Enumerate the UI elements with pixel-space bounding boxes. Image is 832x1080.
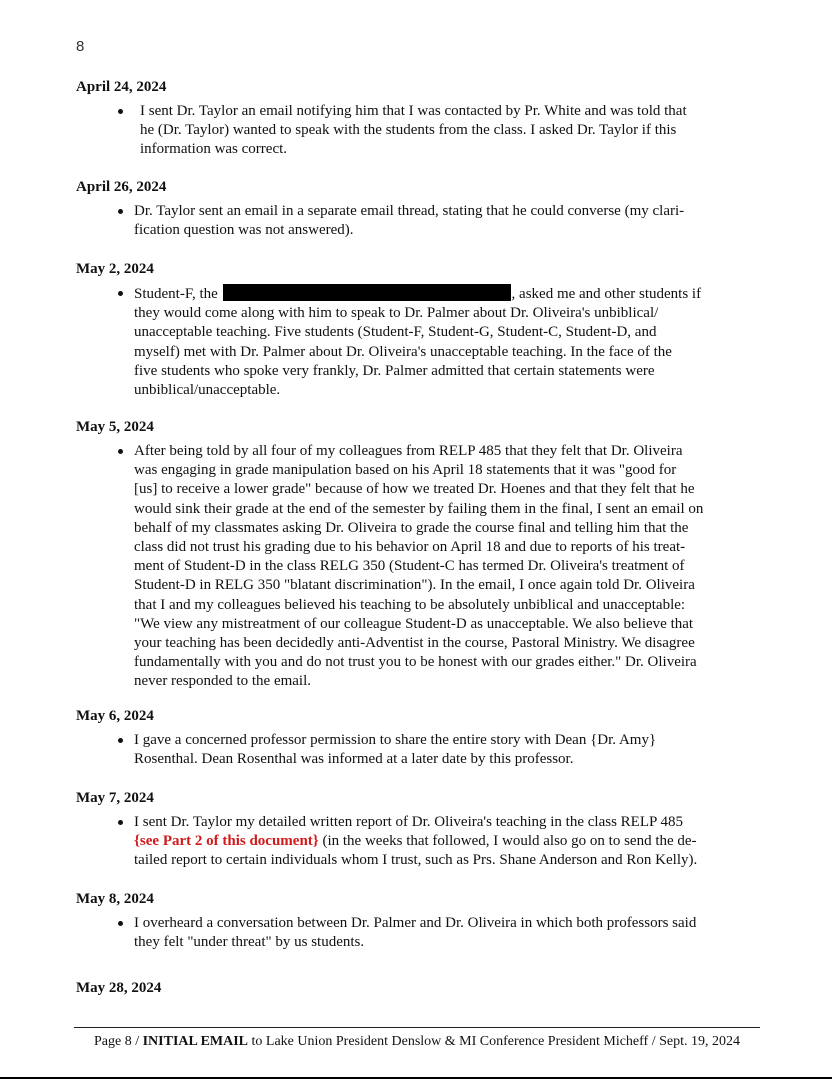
- entry-date: May 5, 2024: [76, 419, 154, 435]
- bullet-icon: [118, 921, 123, 926]
- entry-may-5: [76, 418, 766, 692]
- bullet-icon: [118, 820, 123, 825]
- list-item: I sent Dr. Taylor an email notifying him that I was contacted by Pr. White and was told that he (Dr. Taylor) wanted to speak with the students from the class. I asked Dr. Taylor if this information was correct.: [76, 102, 766, 160]
- entry-date: April 26, 2024: [76, 179, 167, 195]
- entry-april-26: [76, 178, 766, 240]
- entry-april-24: [76, 78, 766, 160]
- list-item: Student-F, the , asked me and other students if they would come along with him to speak to Dr. Palmer about Dr. Oliveira's unbiblical/ unacceptable teaching. Five students (Student-F, Student-G, Student-C, Student-D, and myself) met with Dr. Palmer about Dr. Oliveira's unacceptable teaching. In the face of the five students who spoke very frankly, Dr. Palmer admitted that certain statements were unbiblical/unacceptable.: [76, 284, 766, 400]
- entry-date: May 8, 2024: [76, 891, 154, 907]
- list-item: Dr. Taylor sent an email in a separate email thread, stating that he could converse (my clari- fication question was not answered).: [76, 202, 766, 240]
- entry-date: May 6, 2024: [76, 708, 154, 724]
- bullet-icon: [118, 209, 123, 214]
- bullet-icon: [118, 291, 123, 296]
- entry-date: May 2, 2024: [76, 261, 154, 277]
- redaction-block: [223, 284, 511, 301]
- entry-date: April 24, 2024: [76, 79, 167, 95]
- list-item: After being told by all four of my colleagues from RELP 485 that they felt that Dr. Oliveira was engaging in grade manipulation based on his April 18 statements that it was "good for [us] to receive a lower grade" because of how we treated Dr. Hoenes and that they felt that he would sink their grade at the end of the semester by failing them in the final, I sent an email on behalf of my classmates asking Dr. Oliveira to grade the course final and telling him that the class did not trust his grading due to his behavior on April 18 and due to reports of his treat- ment of Student-D in the class RELG 350 (Student-C has termed Dr. Oliveira's treatment of Student-D in RELG 350 "blatant discrimination"). In the email, I once again told Dr. Oliveira that I and my colleagues believed his teaching to be absolutely unbiblical and unacceptable: "We view any mistreatment of our colleague Student-D as unacceptable. We also believe that your teaching has been decidedly anti-Adventist in the course, Pastoral Ministry. We disagree fundamentally with you and do not trust you to be honest with our grades either." Dr. Oliveira never responded to the email.: [76, 442, 766, 692]
- footer-divider: [74, 1027, 760, 1028]
- document-reference-link[interactable]: {see Part 2 of this document}: [134, 833, 319, 850]
- entry-may-7: [76, 789, 766, 871]
- entry-may-6: [76, 707, 766, 769]
- list-item: I sent Dr. Taylor my detailed written report of Dr. Oliveira's teaching in the class RELP 485 {see Part 2 of this document} (in the weeks that followed, I would also go on to send the de- tailed report to certain individuals whom I trust, such as Prs. Shane Anderson and Ron Kelly).: [76, 813, 766, 871]
- list-item: I gave a concerned professor permission to share the entire story with Dean {Dr. Amy} Rosenthal. Dean Rosenthal was informed at a later date by this professor.: [76, 731, 766, 769]
- bullet-icon: [118, 738, 123, 743]
- page-footer: Page 8 / INITIAL EMAIL to Lake Union President Denslow & MI Conference President Micheff / Sept. 19, 2024: [93, 1034, 740, 1049]
- bullet-icon: [118, 109, 123, 114]
- page-bottom-border: [0, 1077, 832, 1079]
- list-item: I overheard a conversation between Dr. Palmer and Dr. Oliveira in which both professors said they felt "under threat" by us students.: [76, 914, 766, 952]
- entry-date: May 28, 2024: [76, 980, 162, 996]
- entry-date: May 7, 2024: [76, 790, 154, 806]
- page-number: 8: [76, 38, 85, 55]
- entry-may-2: [76, 260, 766, 400]
- entry-may-8: [76, 890, 766, 952]
- entry-may-28: [76, 979, 766, 1003]
- bullet-icon: [118, 449, 123, 454]
